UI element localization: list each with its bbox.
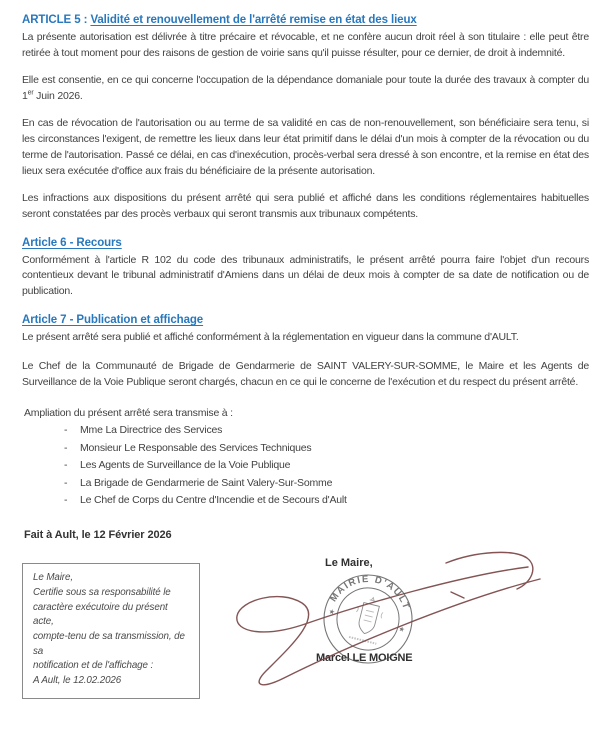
article5-title: Validité et renouvellement de l'arrêté remise en état des lieux [90,14,417,26]
svg-text:MAIRIE D'AULT [327,571,416,622]
stamp-star-icon: ★ [397,626,406,635]
ampliation-list [22,422,589,509]
article7-heading [22,314,589,326]
article5-paragraph-2 [22,73,589,105]
list-item: - Monsieur Le Responsable des Services Techniques [64,440,589,457]
ampliation-intro: Ampliation du présent arrêté sera transmise à : [24,407,233,420]
cert-line: notification et de l'affichage : [33,660,154,672]
mayor-role-label: Le Maire, [325,557,373,570]
article6-title: Article 6 - Recours [22,236,122,249]
coat-of-arms-icon [352,595,386,637]
cert-line: Le Maire, [33,572,73,584]
cert-line: Certifie sous sa responsabilité le [33,587,171,599]
mairie-ault-stamp-icon [320,571,416,667]
article5-paragraph-4: Les infractions aux dispositions du présent arrêté qui sera publié et affiché dans les conditions réglementaires habituelles seront constatées par des procès verbaux qui seront transmis aux tribunaux compétents. [22,191,589,220]
cert-line: compte-tenu de sa transmission, de sa [33,631,185,657]
execution-paragraph: Le Chef de la Communauté de Brigade de Gendarmerie de SAINT VALERY-SUR-SOMME, le Maire et les Agents de Surveillance de la Voie Publique seront chargés, chacun en ce qui le concerne de l'exécution et du respect du présent arrêté. [22,360,589,389]
article5-label: ARTICLE 5 : [22,14,91,26]
paragraph2-text: Elle est consentie, en ce qui concerne l'occupation de la dépendance domaniale pour toute la durée des travaux à compter du 1 [22,73,589,102]
article6-body: Conformément à l'article R 102 du code des tribunaux administratifs, le présent arrêté pourra faire l'objet d'un recours contentieux devant le tribunal administratif d'Amiens dans un délai de deux mois à compter de sa date de notification ou de publication. [22,253,589,298]
list-item: - Mme La Directrice des Services [64,422,589,439]
stamp-star-icon: ★ [327,608,336,618]
article7-body: Le présent arrêté sera publié et affiché conformément à la réglementation en vigueur dans la commune d'AULT. [22,331,519,344]
paragraph2-date: Juin 2026. [33,89,83,102]
ordinal-superscript: er [27,89,34,97]
article5-paragraph-3: En cas de révocation de l'autorisation ou au terme de sa validité en cas de non-renouvellement, son bénéficiaire sera tenu, si les circonstances l'exigent, de remettre les lieux dans leur état primitif dans le délai d'un mois à compter de la révocation ou du terme de l'autorisation. Passé ce délai, en cas d'inexécution, procès-verbal sera dressé à son encontre, et la remise en état des lieux sera exécutée d'office aux frais du bénéficiaire de la présente autorisation. [22,116,589,177]
article6-heading [22,237,589,249]
article5-paragraph-1: La présente autorisation est délivrée à titre précaire et révocable, et ne confère aucun droit réel à son titulaire : elle peut être retirée à tout moment pour des raisons de gestion de voirie sans qu'il puisse résulter, pour ce dernier, de droit à indemnité. [22,31,589,59]
cert-line: A Ault, le 12.02.2026 [33,675,122,687]
list-item: - Les Agents de Surveillance de la Voie Publique [64,457,589,474]
date-place-line: Fait à Ault, le 12 Février 2026 [24,529,172,542]
mayor-name: Marcel LE MOIGNE [316,652,413,665]
list-item: - La Brigade de Gendarmerie de Saint Valery-Sur-Somme [64,475,589,492]
signature-area [22,549,589,709]
list-item: - Le Chef de Corps du Centre d'Incendie et de Secours d'Ault [64,492,589,509]
certification-box [22,563,200,699]
cert-line: caractère exécutoire du présent acte, [33,601,168,628]
article5-heading [22,14,589,26]
article7-title: Article 7 - Publication et affichage [22,314,204,327]
stamp-text: MAIRIE D'AULT [328,574,412,612]
